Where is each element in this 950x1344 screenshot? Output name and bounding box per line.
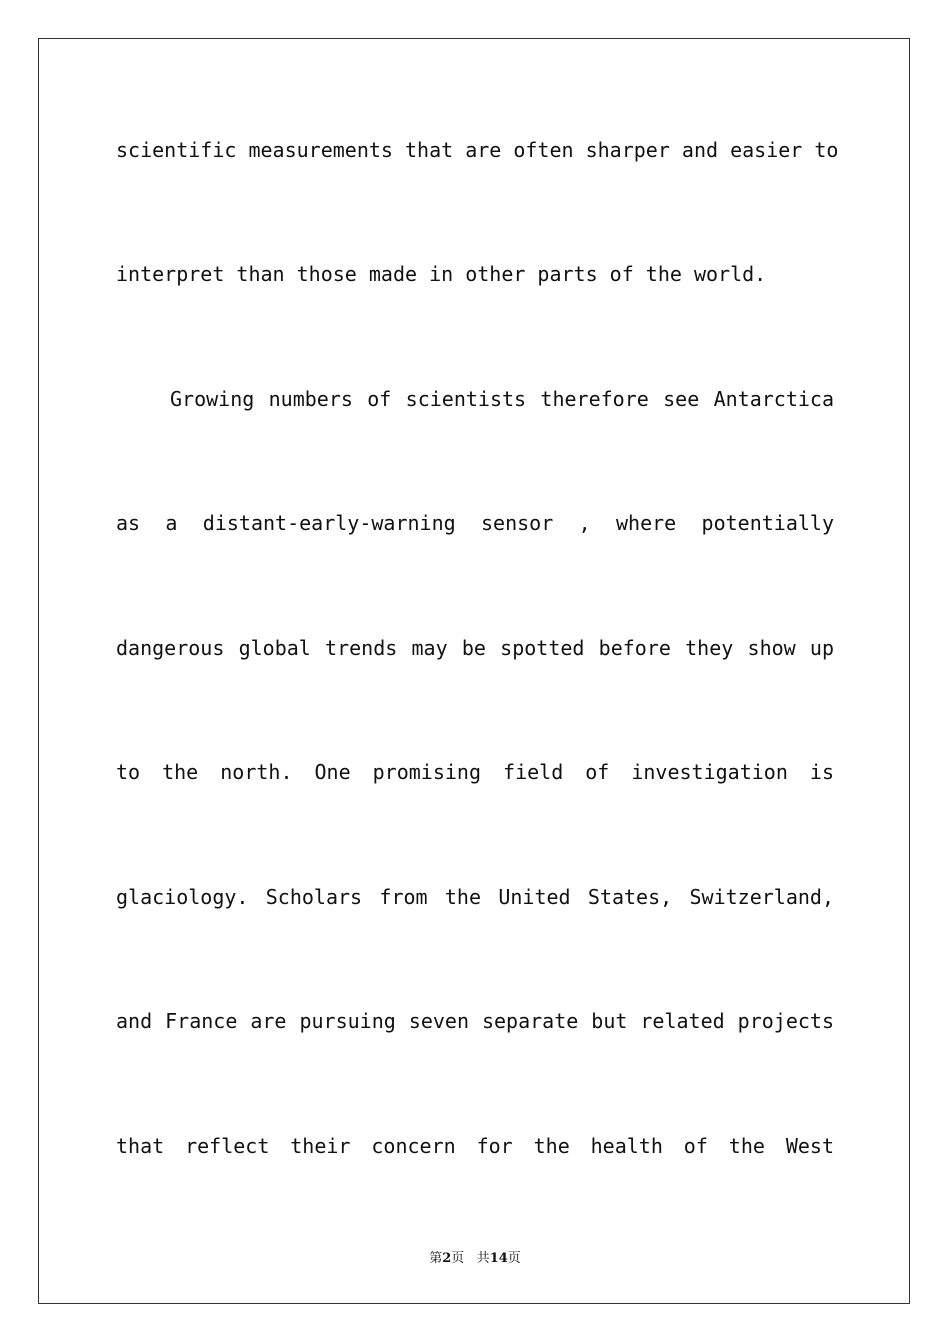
text-line-1: scientific measurements that are often sharper and easier to <box>116 138 839 162</box>
footer-total-prefix: 共 <box>476 1251 490 1266</box>
footer-page-suffix: 页 <box>451 1251 465 1266</box>
text-line-2: interpret than those made in other parts of the world. <box>116 262 767 286</box>
text-line-5: dangerous global trends may be spotted before they show up <box>116 636 834 660</box>
text-line-7: glaciology. Scholars from the United States, Switzerland, <box>116 885 834 909</box>
footer-total-pages: 14 <box>489 1251 508 1266</box>
page-border <box>38 38 910 1304</box>
text-line-4: as a distant-early-warning sensor , where potentially <box>116 511 834 535</box>
text-line-6: to the north. One promising field of investigation is <box>116 760 834 784</box>
footer-page-prefix: 第 <box>429 1251 443 1266</box>
text-line-9: that reflect their concern for the health of the West <box>116 1134 834 1158</box>
text-line-8: and France are pursuing seven separate but related projects <box>116 1009 834 1033</box>
text-line-3: Growing numbers of scientists therefore see Antarctica <box>170 387 834 411</box>
footer-page-number: 2 <box>442 1251 452 1266</box>
footer-total-suffix: 页 <box>507 1251 521 1266</box>
page-footer <box>0 1247 950 1266</box>
